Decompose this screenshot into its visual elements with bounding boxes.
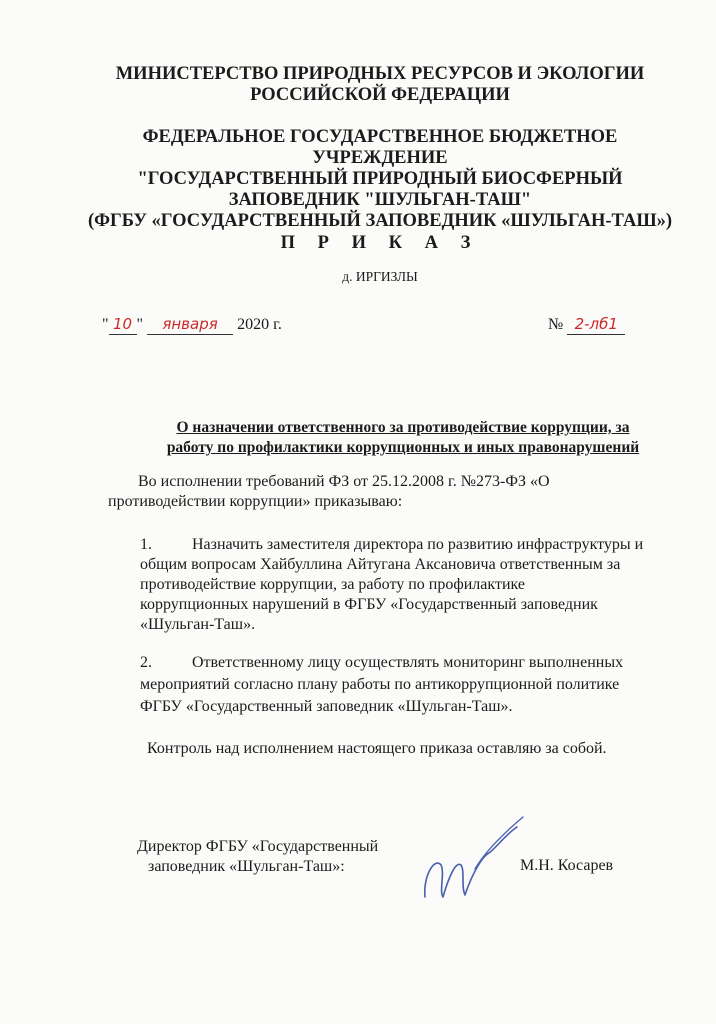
signatory-name: М.Н. Косарев [520, 857, 614, 874]
signatory-title-line-2: заповедник «Шульган-Таш»: [148, 858, 345, 875]
ministry-line-2: РОССИЙСКОЙ ФЕДЕРАЦИИ [250, 85, 510, 105]
date-month: января [162, 315, 218, 333]
date-day-field [109, 315, 137, 335]
item-1-line-4: коррупционных нарушений в ФГБУ «Государственный заповедник [140, 596, 598, 613]
date-quote-open: " [102, 316, 109, 333]
institution-line-3: "ГОСУДАРСТВЕННЫЙ ПРИРОДНЫЙ БИОСФЕРНЫЙ [137, 169, 623, 189]
number-field [567, 315, 625, 335]
item-1-line-1 [140, 535, 664, 555]
order-item-1 [140, 535, 664, 635]
number-value: 2-лб1 [574, 315, 618, 333]
date-day: 10 [112, 315, 133, 333]
order-date [102, 315, 282, 335]
order-subject [128, 418, 678, 458]
date-year: 2020 г. [237, 316, 282, 333]
subject-line-2: работу по профилактики коррупционных и иных правонарушений [166, 439, 640, 456]
item-1-line-5: «Шульган-Таш». [140, 616, 256, 633]
signatory-title-line-1: Директор ФГБУ «Государственный [137, 838, 379, 855]
issue-place: д. ИРГИЗЛЫ [342, 269, 418, 284]
item-2-line-1-text: Ответственному лицу осуществлять мониторинг выполненных [192, 654, 624, 671]
institution-header [60, 127, 700, 232]
signatory-title [137, 837, 378, 877]
document-type-title: П Р И К А З [280, 233, 480, 253]
institution-line-4: ЗАПОВЕДНИК "ШУЛЬГАН-ТАШ" [228, 190, 532, 210]
item-2-line-3: ФГБУ «Государственный заповедник «Шульган-Таш». [140, 698, 513, 715]
institution-line-2: УЧРЕЖДЕНИЕ [312, 148, 448, 168]
number-label: № [548, 316, 564, 333]
item-1-line-2: общим вопросам Хайбуллина Айтугана Аксановича ответственным за [140, 556, 621, 573]
item-2-line-1 [140, 652, 664, 674]
ministry-header [60, 64, 700, 106]
item-2-number: 2. [140, 654, 152, 671]
handwritten-signature [405, 805, 535, 905]
institution-line-1: ФЕДЕРАЛЬНОЕ ГОСУДАРСТВЕННОЕ БЮДЖЕТНОЕ [142, 127, 618, 147]
date-month-field [147, 315, 233, 335]
order-number [548, 315, 625, 335]
subject-line-1: О назначении ответственного за противодействие коррупции, за [176, 419, 630, 436]
control-clause: Контроль над исполнением настоящего приказа оставляю за собой. [147, 740, 607, 757]
item-1-line-3: противодействие коррупции, за работу по профилактике [140, 576, 525, 593]
intro-line-1: Во исполнении требований ФЗ от 25.12.2008 г. №273-ФЗ «О [138, 473, 550, 490]
date-quote-close: " [136, 316, 144, 333]
item-1-line-1-text: Назначить заместителя директора по развитию инфраструктуры и [192, 536, 644, 553]
intro-line-2: противодействии коррупции» приказываю: [108, 493, 403, 510]
item-2-line-2: мероприятий согласно плану работы по антикоррупционной политике [140, 676, 620, 693]
intro-paragraph [108, 472, 664, 512]
item-1-number: 1. [140, 536, 152, 553]
ministry-line-1: МИНИСТЕРСТВО ПРИРОДНЫХ РЕСУРСОВ И ЭКОЛОГИИ [115, 64, 645, 84]
order-item-2 [140, 652, 664, 718]
institution-line-5: (ФГБУ «ГОСУДАРСТВЕННЫЙ ЗАПОВЕДНИК «ШУЛЬГАН-ТАШ») [87, 211, 673, 231]
